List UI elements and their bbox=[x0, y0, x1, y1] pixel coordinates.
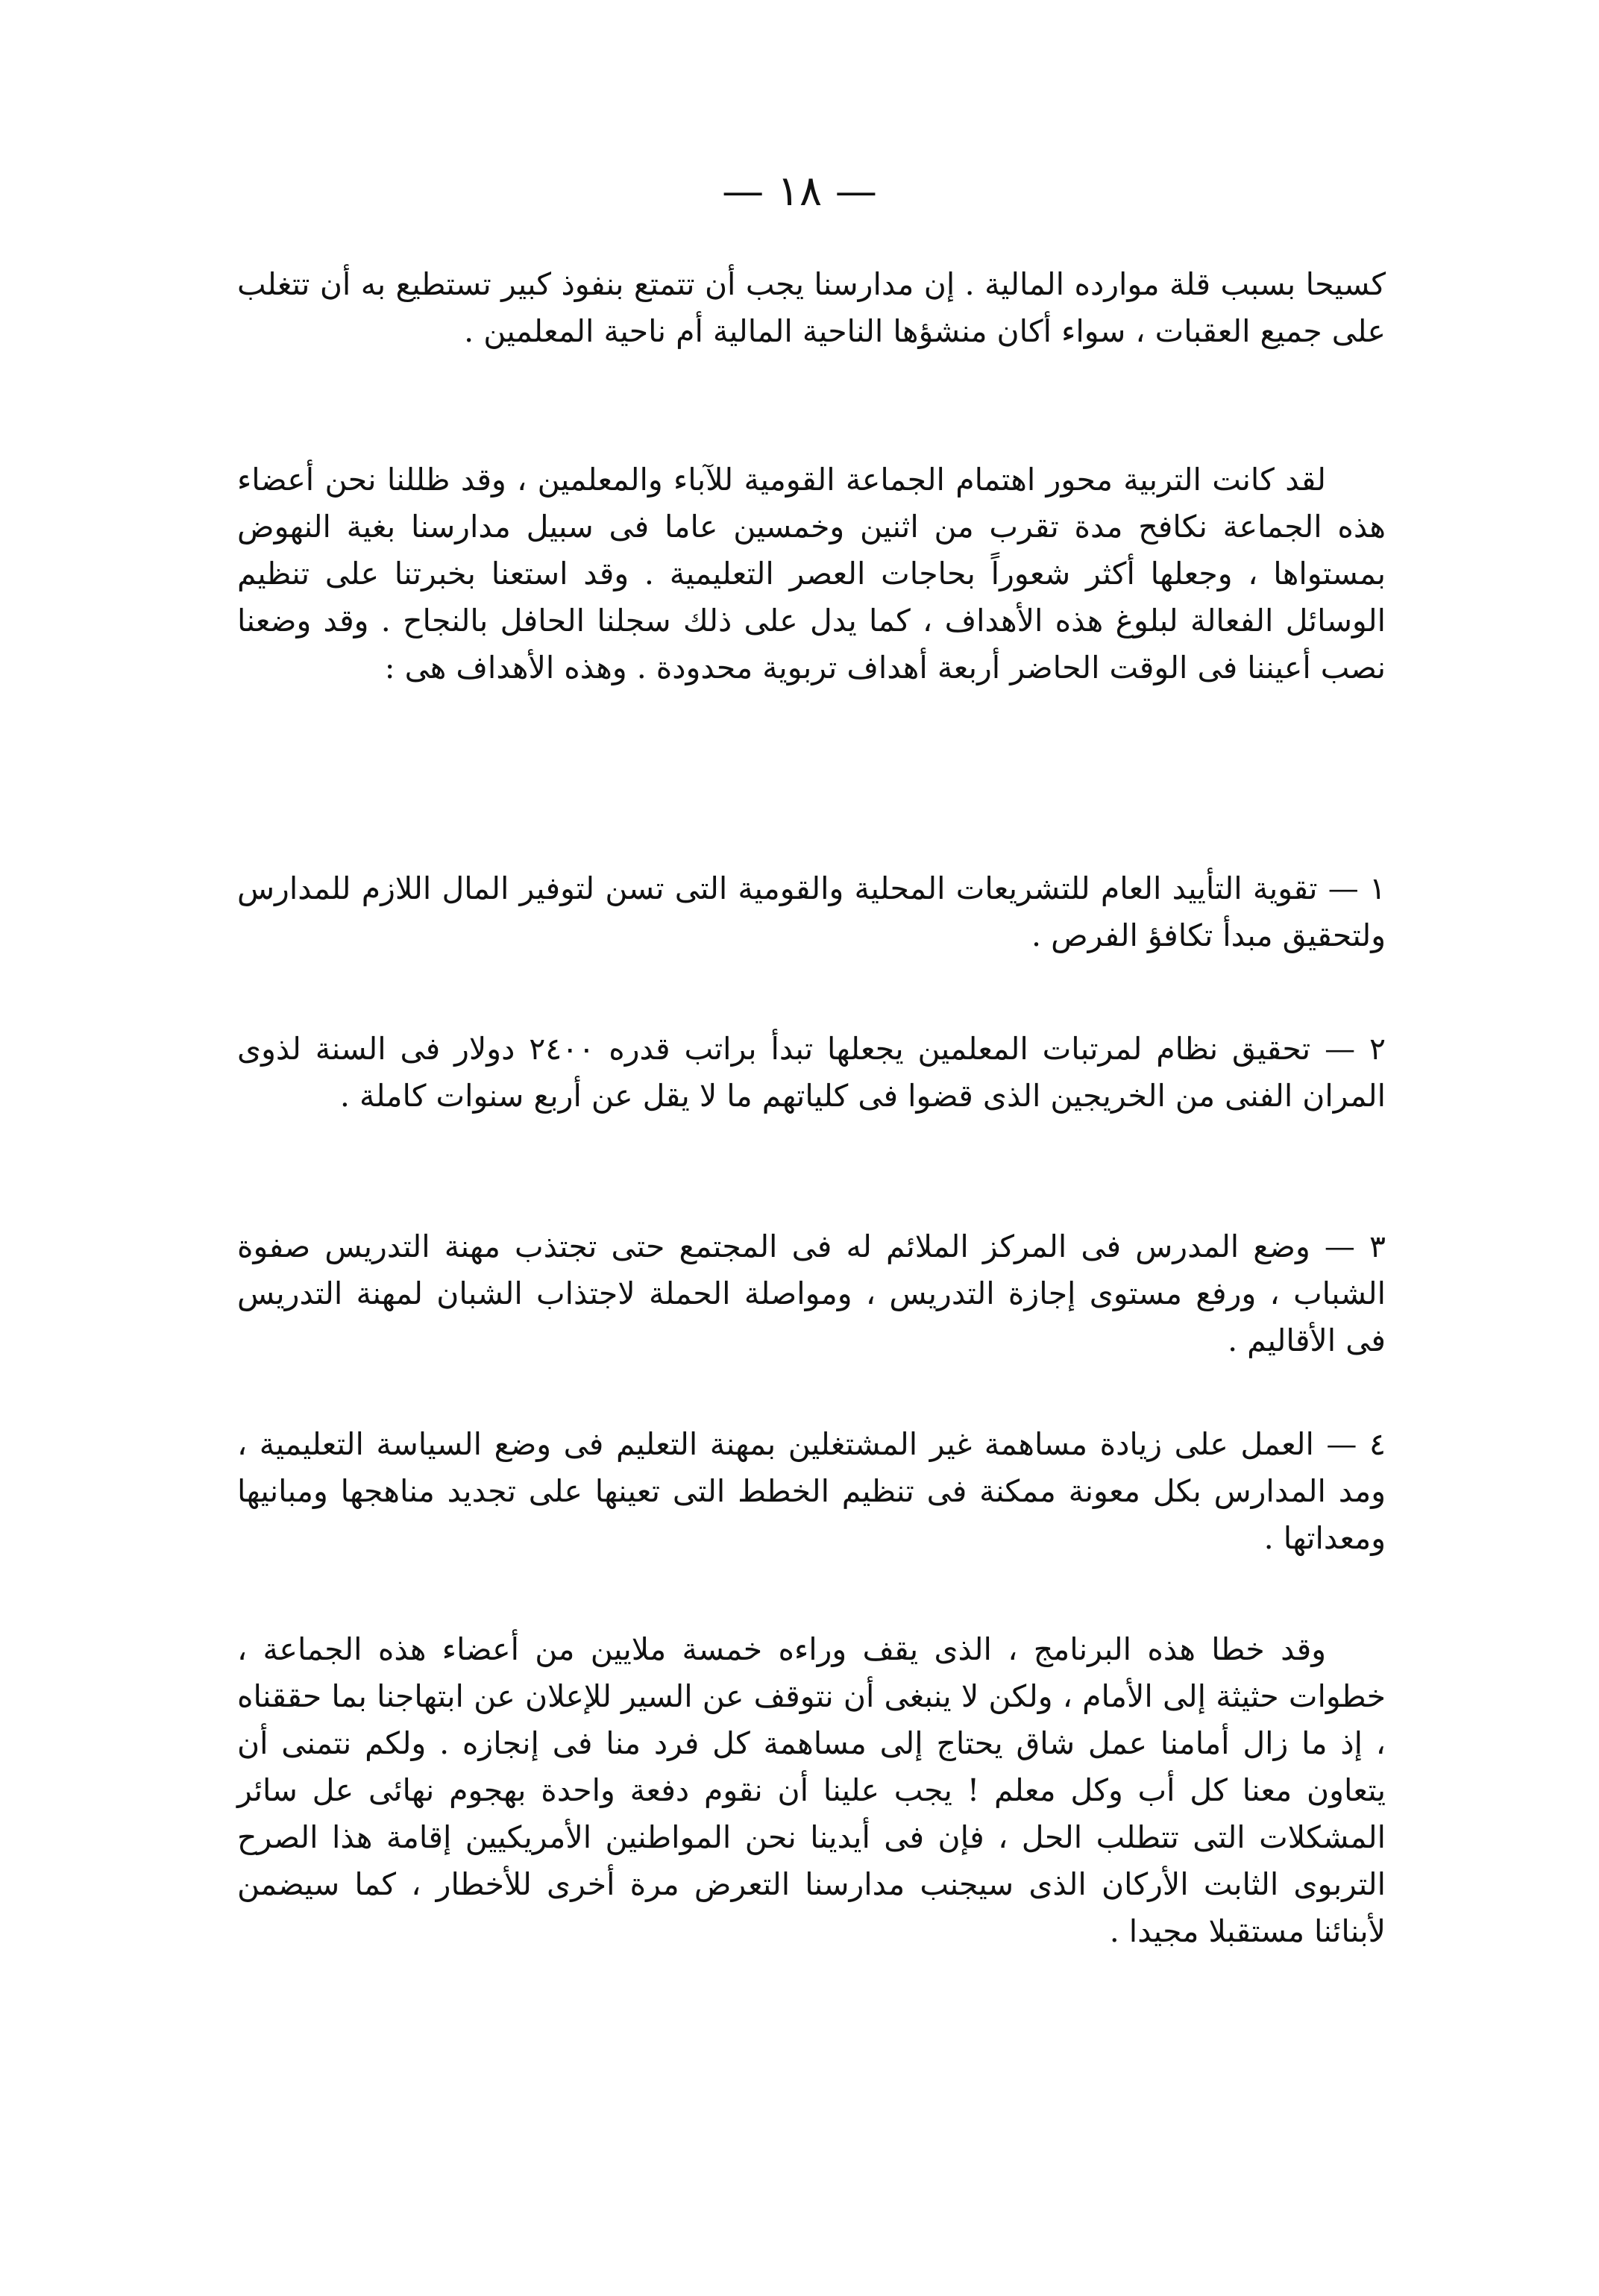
goal-text: ٣ — وضع المدرس فى المركز الملائم له فى المجتمع حتى تجتذب مهنة التدريس صفوة الشباب ، ورفع مستوى إجازة التدريس ، ومواصلة الحملة لاجتذاب الشبان لمهنة التدريس فى الأقاليم . bbox=[237, 1229, 1386, 1358]
goal-text: ٢ — تحقيق نظام لمرتبات المعلمين يجعلها تبدأ براتب قدره ٢٤٠٠ دولار فى السنة لذوى المران الفنى من الخريجين الذى قضوا فى كلياتهم ما لا يقل عن أربع سنوات كاملة . bbox=[237, 1031, 1386, 1114]
goal-item-1 bbox=[237, 865, 1386, 970]
paragraph-text: كسيحا بسبب قلة موارده المالية . إن مدارسنا يجب أن تتمتع بنفوذ كبير تستطيع به أن تتغلب على جميع العقبات ، سواء أكان منشؤها الناحية المالية أم ناحية المعلمين . bbox=[237, 266, 1386, 349]
paragraph-text: وقد خطا هذه البرنامج ، الذى يقف وراءه خمسة ملايين من أعضاء هذه الجماعة ، خطوات حثيثة إلى الأمام ، ولكن لا ينبغى أن نتوقف عن السير للإعلان عن ابتهاجنا بما حققناه ، إذ ما زال أمامنا عمل شاق يحتاج إلى مساهمة كل فرد منا فى إنجازه . ولكم نتمنى أن يتعاون معنا كل أب وكل معلم ! يجب علينا أن نقوم دفعة واحدة بهجوم نهائى عل سائر المشكلات التى تتطلب الحل ، فإن فى أيدينا نحن المواطنين الأمريكيين إقامة هذا الصرح التربوى الثابت الأركان الذى سيجنب مدارسنا التعرض مرة أخرى للأخطار ، كما سيضمن لأبنائنا مستقبلا مجيدا . bbox=[237, 1631, 1386, 1949]
goal-item-3 bbox=[237, 1223, 1386, 1375]
paragraph-program bbox=[237, 1626, 1386, 1966]
goal-item-2 bbox=[237, 1026, 1386, 1130]
paragraph-continuation bbox=[237, 261, 1386, 366]
page-number: — ١٨ — bbox=[722, 167, 877, 216]
goal-text: ٤ — العمل على زيادة مساهمة غير المشتغلين بمهنة التعليم فى وضع السياسة التعليمية ، ومد المدارس بكل معونة ممكنة فى تنظيم الخطط التى تعينها على تجديد مناهجها ومبانيها ومعداتها . bbox=[237, 1426, 1386, 1556]
goal-text: ١ — تقوية التأييد العام للتشريعات المحلية والقومية التى تسن لتوفير المال اللازم للمدارس ولتحقيق مبدأ تكافؤ الفرص . bbox=[237, 871, 1386, 953]
paragraph-text: لقد كانت التربية محور اهتمام الجماعة القومية للآباء والمعلمين ، وقد ظللنا نحن أعضاء هذه الجماعة نكافح مدة تقرب من اثنين وخمسين عاما فى سبيل مدارسنا بغية النهوض بمستواها ، وجعلها أكثر شعوراً بحاجات العصر التعليمية . وقد استعنا بخبرتنا على تنظيم الوسائل الفعالة لبلوغ هذه الأهداف ، كما يدل على ذلك سجلنا الحافل بالنجاح . وقد وضعنا نصب أعيننا فى الوقت الحاضر أربعة أهداف تربوية محدودة . وهذه الأهداف هى : bbox=[237, 462, 1386, 686]
goal-item-4 bbox=[237, 1421, 1386, 1572]
paragraph-parents-teachers bbox=[237, 457, 1386, 702]
